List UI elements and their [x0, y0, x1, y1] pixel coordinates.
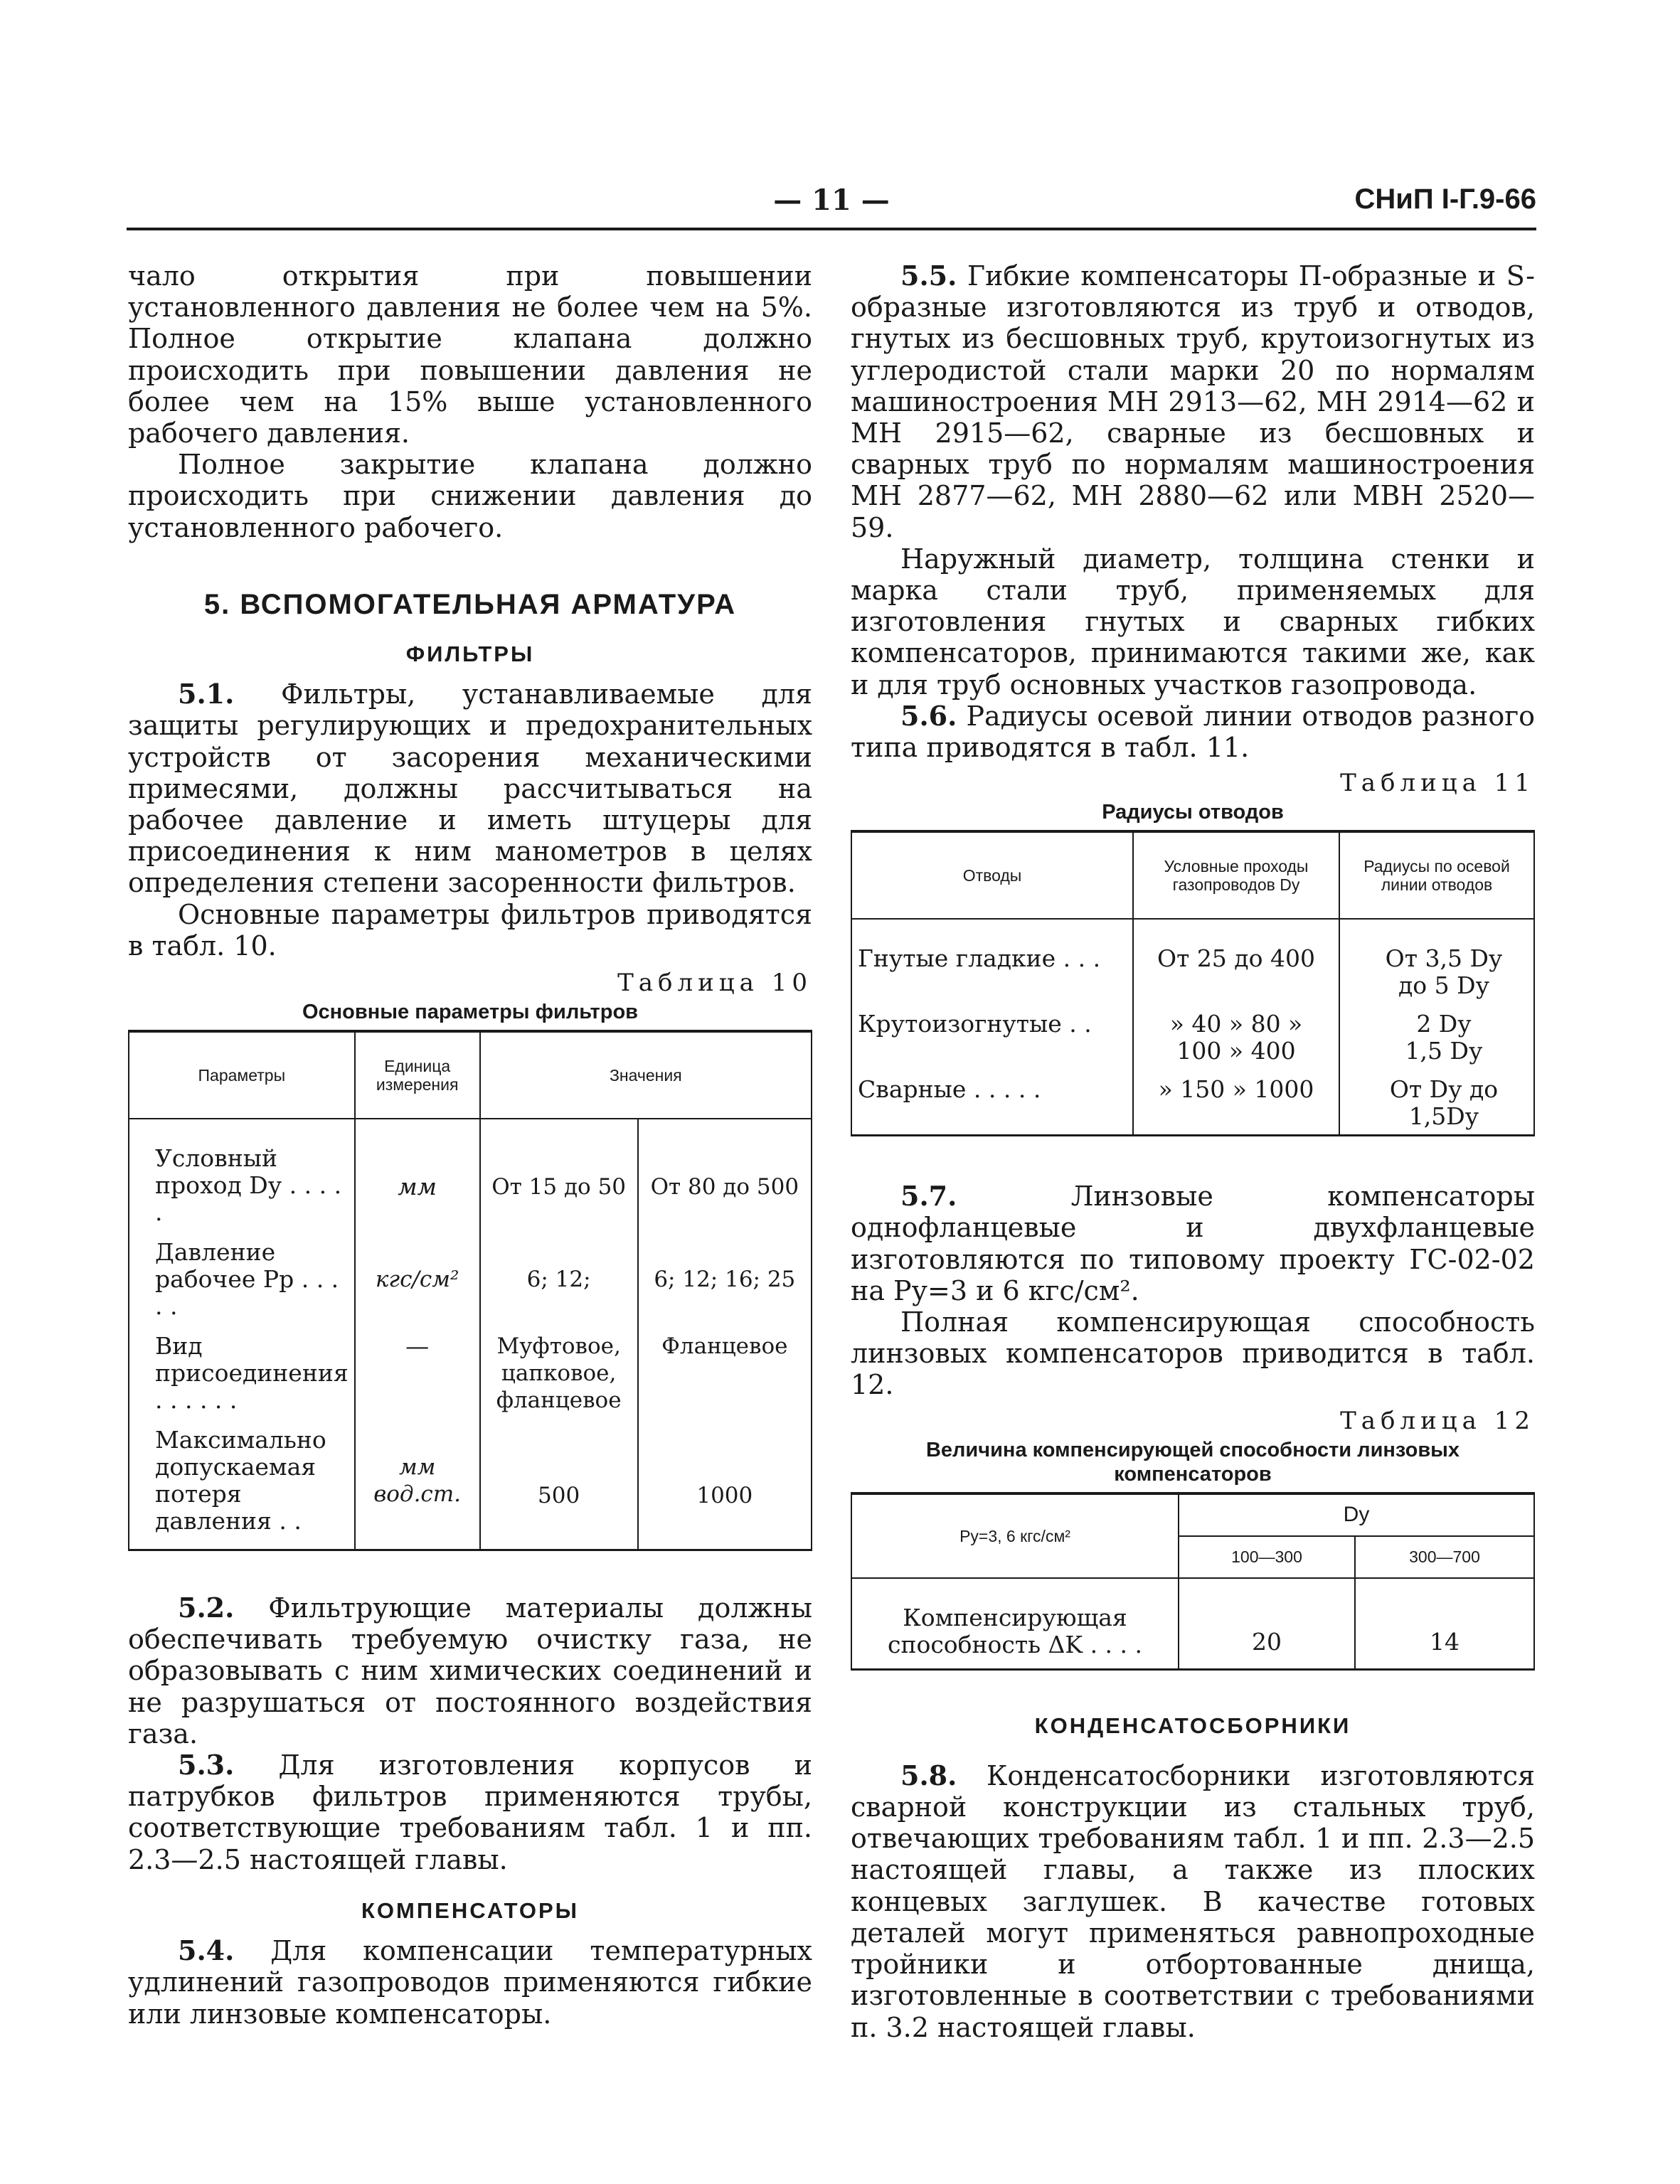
header-range-1: 100—300	[1179, 1536, 1355, 1578]
table-12	[851, 1492, 1535, 1671]
header-rule	[127, 228, 1536, 230]
cell-bend: Крутоизогнутые . .	[851, 1003, 1133, 1069]
table-row	[851, 1003, 1534, 1069]
clause-text: Гибкие компенсаторы П-образные и S-образные изготовляются из труб и отводов, гнутых из бесшовных труб, крутоизогнутых из углеродистой стали марки 20 по нормалям машиностроения МН 2913—62, МН 2914—62 и МН 2915—62, сварные из бесшовных и сварных труб по нормалям машиностроения МН 2877—62, МН 2880—62 или МВН 2520—59.	[851, 260, 1535, 543]
cell-bend: Сварные . . . . .	[851, 1069, 1133, 1136]
cell-row-label: Компенсирующая способность ΔK . . . .	[851, 1578, 1179, 1670]
header-parameters: Параметры	[129, 1031, 355, 1119]
cell-value-2: 1000	[638, 1418, 812, 1550]
table-row	[129, 1119, 812, 1230]
table-row	[129, 1324, 812, 1418]
table-header-row	[851, 831, 1534, 919]
cell-value-2: 14	[1355, 1578, 1534, 1670]
subsection-filters: ФИЛЬТРЫ	[405, 641, 535, 667]
table-row	[129, 1230, 812, 1324]
header-range-2: 300—700	[1355, 1536, 1534, 1578]
paragraph-5-5-b: Наружный диаметр, толщина стенки и марка стали труб, применяемых для изготовления гнутых и сварных гибких компенсаторов, принимаются такими же, как и для труб основных участков газопровода.	[851, 543, 1535, 701]
paragraph-5-1	[128, 678, 812, 898]
paragraph-5-7-b: Полная компенсирующая способность линзовых компенсаторов приводится в табл. 12.	[851, 1306, 1535, 1401]
table-row	[851, 1069, 1534, 1136]
table-10	[128, 1030, 812, 1551]
left-column	[128, 260, 812, 2030]
header-values: Значения	[480, 1031, 812, 1119]
table-row	[851, 919, 1534, 1003]
clause-number: 5.8.	[900, 1759, 957, 1791]
table-row	[129, 1418, 812, 1550]
paragraph-valve-close: Полное закрытие клапана должно происходить при снижении давления до установленного рабочего.	[128, 449, 812, 543]
paragraph-continuation: чало открытия при повышении установленного давления не более чем на 5%. Полное открытие клапана должно происходить при повышении давления не более чем на 15% выше установленного рабочего давления.	[128, 260, 812, 449]
clause-number: 5.3.	[178, 1749, 235, 1781]
clause-text: Конденсатосборники изготовляются сварной конструкции из стальных труб, отвечающих требованиям табл. 1 и пп. 2.3—2.5 настоящей главы, а также из плоских концевых заглушек. В качестве готовых деталей могут применяться равнопроходные тройники и отбортованные днища, изготовленные в соответствии с требованиями п. 3.2 настоящей главы.	[851, 1759, 1535, 2043]
table-row	[851, 1578, 1534, 1670]
cell-value-1: Муфтовое, цапковое, фланцевое	[480, 1324, 638, 1418]
table-11-caption: Радиусы отводов	[1102, 801, 1284, 824]
cell-param: Условный проход Dу . . . . .	[129, 1119, 355, 1230]
subsection-condensate: КОНДЕНСАТОСБОРНИКИ	[1034, 1712, 1351, 1738]
paragraph-5-1-tail: Основные параметры фильтров приводятся в табл. 10.	[128, 898, 812, 962]
cell-pass: » 150 » 1000	[1133, 1069, 1339, 1136]
cell-value-1: 500	[480, 1418, 638, 1550]
cell-pass: От 25 до 400	[1133, 919, 1339, 1003]
right-column	[851, 260, 1535, 2043]
table-10-caption: Основные параметры фильтров	[302, 1001, 638, 1024]
page-number: — 11 —	[773, 183, 890, 217]
paragraph-5-2	[128, 1592, 812, 1749]
cell-value-2: От 80 до 500	[638, 1119, 812, 1230]
cell-unit: кгс/см²	[355, 1230, 480, 1324]
section-title: 5. ВСПОМОГАТЕЛЬНАЯ АРМАТУРА	[203, 588, 737, 620]
paragraph-5-5	[851, 260, 1535, 543]
clause-number: 5.5.	[900, 260, 957, 292]
cell-unit: мм вод.ст.	[355, 1418, 480, 1550]
clause-text: Линзовые компенсаторы однофланцевые и двухфланцевые изготовляются по типовому проекту ГС-02-02 на Pу=3 и 6 кгс/см².	[851, 1181, 1535, 1306]
cell-bend: Гнутые гладкие . . .	[851, 919, 1133, 1003]
paragraph-5-6	[851, 701, 1535, 763]
header-pressure: Pу=3, 6 кгс/см²	[851, 1493, 1179, 1578]
header-dy: Dу	[1179, 1493, 1534, 1536]
table-11	[851, 830, 1535, 1136]
paragraph-5-8	[851, 1760, 1535, 2043]
cell-param: Максимально допускаемая потеря давления . .	[129, 1418, 355, 1550]
paragraph-5-7	[851, 1181, 1535, 1306]
table-12-caption: Величина компенсирующей способности линзовых компенсаторов	[925, 1438, 1460, 1486]
table-header-row	[129, 1031, 812, 1119]
header-bends: Отводы	[851, 831, 1133, 919]
page-header	[127, 182, 1536, 225]
subsection-compensators: КОМПЕНСАТОРЫ	[361, 1897, 579, 1923]
cell-value-2: 6; 12; 16; 25	[638, 1230, 812, 1324]
table-10-label: Таблица 10	[617, 969, 812, 998]
cell-radius: 2 Dу 1,5 Dу	[1339, 1003, 1534, 1069]
header-unit: Единица измерения	[355, 1031, 480, 1119]
clause-text: Радиусы осевой линии отводов разного типа приводятся в табл. 11.	[851, 700, 1535, 764]
cell-unit: мм	[355, 1119, 480, 1230]
clause-number: 5.6.	[900, 699, 957, 732]
clause-number: 5.4.	[178, 1934, 235, 1967]
cell-unit: —	[355, 1324, 480, 1418]
cell-value-1: 6; 12;	[480, 1230, 638, 1324]
clause-text: Для изготовления корпусов и патрубков фильтров применяются трубы, соответствующие требованиям табл. 1 и пп. 2.3—2.5 настоящей главы.	[128, 1749, 812, 1875]
table-11-label: Таблица 11	[1340, 769, 1535, 798]
paragraph-5-3	[128, 1749, 812, 1875]
cell-radius: От Dу до 1,5Dу	[1339, 1069, 1534, 1136]
header-passes: Условные проходы газопроводов Dу	[1133, 831, 1339, 919]
header-radii: Радиусы по осевой линии отводов	[1339, 831, 1534, 919]
paragraph-5-4	[128, 1935, 812, 2030]
clause-text: Для компенсации температурных удлинений газопроводов применяются гибкие или линзовые компенсаторы.	[128, 1935, 812, 2030]
cell-value-1: 20	[1179, 1578, 1355, 1670]
cell-pass: » 40 » 80 » 100 » 400	[1133, 1003, 1339, 1069]
clause-text: Фильтры, устанавливаемые для защиты регулирующих и предохранительных устройств от засорения механическими примесями, должны рассчитываться на рабочее давление и иметь штуцеры для присоединения к ним манометров в целях определения степени засоренности фильтров.	[128, 678, 812, 899]
clause-number: 5.2.	[178, 1592, 235, 1624]
clause-text: Фильтрующие материалы должны обеспечивать требуемую очистку газа, не образовывать с ним химических соединений и не разрушаться от постоянного воздействия газа.	[128, 1592, 812, 1749]
cell-param: Давление рабочее Pр . . . . .	[129, 1230, 355, 1324]
table-12-label: Таблица 12	[1340, 1406, 1535, 1435]
clause-number: 5.7.	[900, 1180, 957, 1213]
clause-number: 5.1.	[178, 678, 235, 710]
cell-value-1: От 15 до 50	[480, 1119, 638, 1230]
document-code: СНиП I-Г.9-66	[1354, 183, 1536, 215]
cell-param: Вид присоединения . . . . . .	[129, 1324, 355, 1418]
cell-radius: От 3,5 Dу до 5 Dу	[1339, 919, 1534, 1003]
cell-value-2: Фланцевое	[638, 1324, 812, 1418]
table-header-row	[851, 1493, 1534, 1536]
